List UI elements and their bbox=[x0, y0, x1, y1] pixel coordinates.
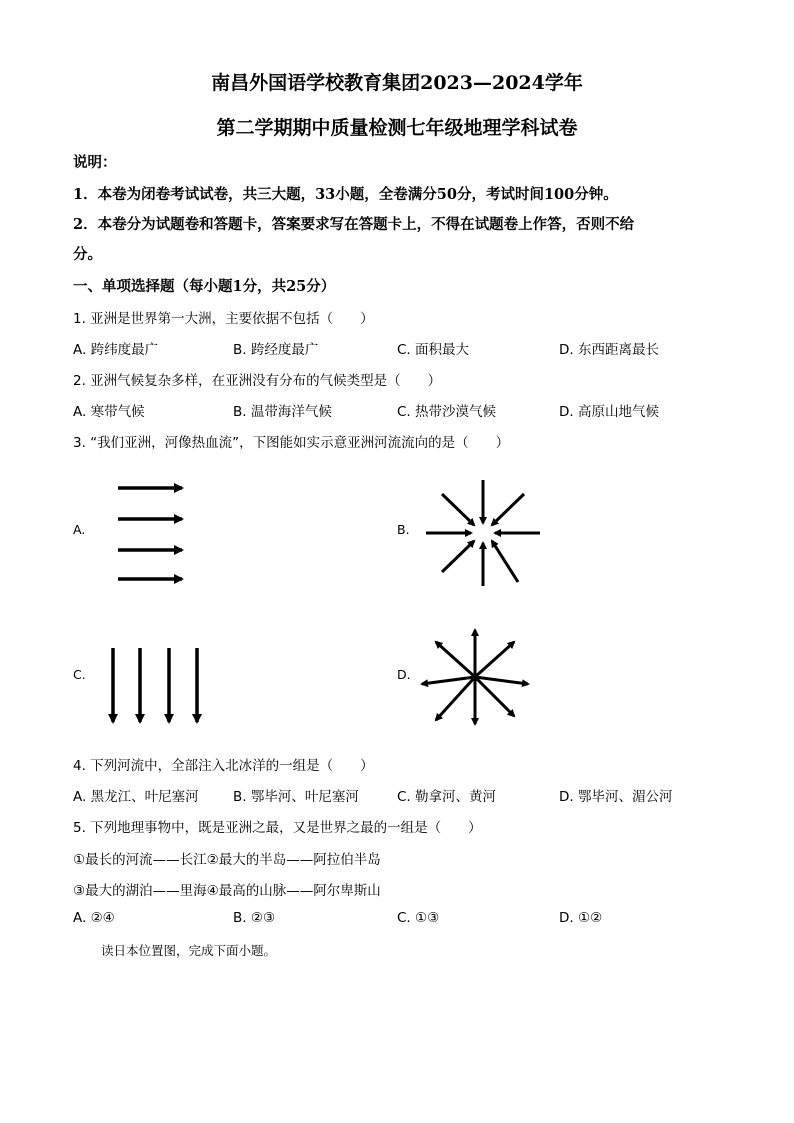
instruction-item-1: 1．本卷为闭卷考试试卷，共三大题，33小题，全卷满分50分，考试时间100分钟。 bbox=[73, 186, 618, 203]
instructions-heading: 说明： bbox=[73, 154, 117, 171]
question-4-option-d: D. 鄂毕河、湄公河 bbox=[559, 789, 673, 805]
question-2-option-d: D. 高原山地气候 bbox=[559, 404, 659, 420]
question-1-stem: 1. 亚洲是世界第一大洲，主要依据不包括（ ） bbox=[73, 311, 374, 327]
figure-a-parallel-arrows-east bbox=[112, 476, 192, 592]
question-2-option-a: A. 寒带气候 bbox=[73, 404, 145, 420]
exam-title-line1: 南昌外国语学校教育集团2023—2024学年 bbox=[211, 72, 583, 94]
instruction-item-2-line1: 2．本卷分为试题卷和答题卡，答案要求写在答题卡上，不得在试题卷上作答，否则不给 bbox=[73, 216, 635, 233]
figure-c-parallel-arrows-south bbox=[103, 646, 211, 732]
question-4-option-b: B. 鄂毕河、叶尼塞河 bbox=[233, 789, 359, 805]
question-1-option-d: D. 东西距离最长 bbox=[559, 342, 659, 358]
figure-b-converging-arrows bbox=[424, 478, 542, 588]
question-1-option-c: C. 面积最大 bbox=[397, 342, 470, 358]
question-5-option-d: D. ①② bbox=[559, 910, 603, 926]
question-5-option-b: B. ②③ bbox=[233, 910, 276, 926]
question-2-option-c: C. 热带沙漠气候 bbox=[397, 404, 497, 420]
question-5-stem: 5. 下列地理事物中，既是亚洲之最，又是世界之最的一组是（ ） bbox=[73, 820, 482, 836]
question-4-option-a: A. 黑龙江、叶尼塞河 bbox=[73, 789, 199, 805]
instruction-item-2-line2: 分。 bbox=[73, 246, 102, 263]
figure-c-label: C. bbox=[73, 667, 86, 682]
figure-d-label: D. bbox=[397, 667, 411, 682]
map-reading-instruction: 读日本位置图，完成下面小题。 bbox=[101, 943, 277, 958]
question-2-option-b: B. 温带海洋气候 bbox=[233, 404, 332, 420]
question-1-option-b: B. 跨经度最广 bbox=[233, 342, 319, 358]
question-4-stem: 4. 下列河流中，全部注入北冰洋的一组是（ ） bbox=[73, 758, 374, 774]
question-5-statement-line2: ③最大的湖泊——里海④最高的山脉——阿尔卑斯山 bbox=[73, 883, 381, 899]
section-heading: 一、单项选择题（每小题1分，共25分） bbox=[73, 278, 336, 295]
question-4-option-c: C. 勒拿河、黄河 bbox=[397, 789, 497, 805]
question-5-option-c: C. ①③ bbox=[397, 910, 440, 926]
question-5-statement-line1: ①最长的河流——长江②最大的半岛——阿拉伯半岛 bbox=[73, 852, 381, 868]
exam-title-line2: 第二学期期中质量检测七年级地理学科试卷 bbox=[216, 117, 578, 139]
question-5-option-a: A. ②④ bbox=[73, 910, 115, 926]
question-3-stem: 3. “我们亚洲，河像热血流”，下图能如实示意亚洲河流流向的是（ ） bbox=[73, 435, 510, 451]
figure-b-label: B. bbox=[397, 522, 410, 537]
figure-a-label: A. bbox=[73, 522, 86, 537]
question-2-stem: 2. 亚洲气候复杂多样，在亚洲没有分布的气候类型是（ ） bbox=[73, 373, 442, 389]
figure-d-radiating-arrows bbox=[414, 624, 536, 730]
question-1-option-a: A. 跨纬度最广 bbox=[73, 342, 159, 358]
